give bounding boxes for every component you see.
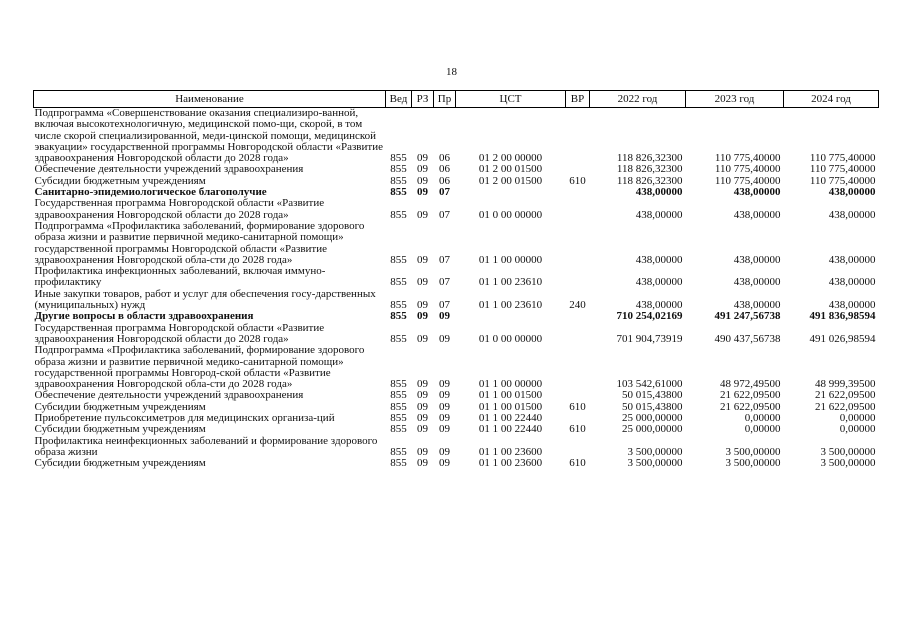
cell-pr: 09 bbox=[439, 423, 450, 436]
cell-2024: 0,00000 bbox=[839, 423, 876, 436]
cell-2022: 701 904,73919 bbox=[616, 332, 683, 345]
cell-name: Субсидии бюджетным учреждениям bbox=[34, 457, 206, 470]
cell-2022: 25 000,00000 bbox=[622, 412, 683, 425]
cell-pr: 09 bbox=[439, 332, 450, 345]
cell-cst: 01 2 00 00000 bbox=[478, 152, 543, 165]
header-2024: 2024 год bbox=[784, 91, 879, 108]
header-vr: ВР bbox=[566, 91, 590, 108]
header-name: Наименование bbox=[34, 91, 386, 108]
cell-2024: 110 775,40000 bbox=[809, 174, 876, 187]
cell-vr: 610 bbox=[569, 423, 586, 436]
cell-2022: 118 826,32300 bbox=[616, 152, 683, 165]
cell-2022: 438,00000 bbox=[635, 253, 683, 266]
cell-cst: 01 1 00 01500 bbox=[478, 400, 543, 413]
cell-pr: 07 bbox=[439, 253, 450, 266]
cell-pr: 06 bbox=[439, 163, 450, 176]
cell-2023: 110 775,40000 bbox=[714, 163, 781, 176]
cell-2024: 438,00000 bbox=[828, 186, 876, 199]
cell-vr bbox=[566, 266, 590, 289]
cell-2024: 491 026,98594 bbox=[809, 332, 876, 345]
cell-pr: 09 bbox=[439, 400, 450, 413]
cell-2023: 438,00000 bbox=[733, 186, 781, 199]
cell-vr bbox=[566, 323, 590, 346]
cell-2024: 0,00000 bbox=[839, 412, 876, 425]
cell-2023: 438,00000 bbox=[733, 208, 781, 221]
table-body bbox=[34, 108, 879, 470]
header-2022: 2022 год bbox=[590, 91, 686, 108]
cell-ved: 855 bbox=[390, 208, 407, 221]
cell-2024: 3 500,00000 bbox=[820, 457, 876, 470]
table-row bbox=[34, 198, 879, 221]
cell-ved: 855 bbox=[390, 253, 407, 266]
cell-ved: 855 bbox=[390, 400, 407, 413]
cell-vr bbox=[566, 221, 590, 266]
cell-cst: 01 1 00 23610 bbox=[478, 276, 543, 289]
cell-2022: 438,00000 bbox=[635, 186, 683, 199]
cell-cst: 01 1 00 22440 bbox=[478, 423, 543, 436]
cell-2023: 438,00000 bbox=[733, 276, 781, 289]
cell-pr: 09 bbox=[439, 310, 450, 323]
cell-2022: 50 015,43800 bbox=[622, 389, 683, 402]
cell-name: Санитарно-эпидемиологическое благополучие bbox=[34, 186, 267, 199]
table-header-row bbox=[34, 91, 879, 108]
cell-name: Государственная программа Новгородской области «Развитие здравоохранения Новгородской области до 2028 года» bbox=[34, 321, 325, 345]
cell-2022: 438,00000 bbox=[635, 276, 683, 289]
cell-2024: 3 500,00000 bbox=[820, 445, 876, 458]
cell-vr: 610 bbox=[569, 174, 586, 187]
cell-rz: 09 bbox=[417, 378, 428, 391]
cell-ved: 855 bbox=[390, 445, 407, 458]
cell-pr: 07 bbox=[439, 208, 450, 221]
cell-cst bbox=[456, 311, 566, 322]
cell-rz: 09 bbox=[417, 186, 428, 199]
cell-rz: 09 bbox=[417, 152, 428, 165]
cell-rz: 09 bbox=[417, 163, 428, 176]
table-row bbox=[34, 289, 879, 312]
cell-vr: 240 bbox=[569, 299, 586, 312]
budget-table bbox=[33, 90, 879, 470]
cell-2024: 438,00000 bbox=[828, 276, 876, 289]
cell-cst: 01 1 00 00000 bbox=[478, 253, 543, 266]
cell-rz: 09 bbox=[417, 310, 428, 323]
cell-2022: 50 015,43800 bbox=[622, 400, 683, 413]
cell-name: Подпрограмма «Профилактика заболеваний, формирование здорового образа жизни и развитие первичной медико-санитарной помощи» государственной программы Новгородской области «Развитие здравоохранения Новгородской обла-сти до 2028 года» bbox=[34, 219, 365, 266]
cell-name: Обеспечение деятельности учреждений здравоохранения bbox=[34, 389, 304, 402]
cell-vr bbox=[566, 187, 590, 198]
cell-cst: 01 1 00 23600 bbox=[478, 445, 543, 458]
cell-2023: 0,00000 bbox=[744, 423, 781, 436]
header-cst: ЦСТ bbox=[456, 91, 566, 108]
cell-2024: 491 836,98594 bbox=[809, 310, 876, 323]
cell-ved: 855 bbox=[390, 186, 407, 199]
table-row bbox=[34, 221, 879, 266]
table-row bbox=[34, 424, 879, 435]
cell-2023: 110 775,40000 bbox=[714, 174, 781, 187]
cell-2024: 110 775,40000 bbox=[809, 163, 876, 176]
cell-pr: 09 bbox=[439, 389, 450, 402]
cell-pr: 09 bbox=[439, 412, 450, 425]
cell-cst bbox=[456, 187, 566, 198]
cell-2023: 438,00000 bbox=[733, 299, 781, 312]
header-ved: Вед bbox=[386, 91, 412, 108]
cell-rz: 09 bbox=[417, 208, 428, 221]
cell-cst: 01 1 00 01500 bbox=[478, 389, 543, 402]
table-row bbox=[34, 266, 879, 289]
cell-vr bbox=[566, 345, 590, 390]
cell-2024: 438,00000 bbox=[828, 299, 876, 312]
cell-2024: 21 622,09500 bbox=[815, 400, 876, 413]
cell-ved: 855 bbox=[390, 389, 407, 402]
cell-cst: 01 2 00 01500 bbox=[478, 163, 543, 176]
cell-ved: 855 bbox=[390, 174, 407, 187]
cell-pr: 06 bbox=[439, 152, 450, 165]
cell-2023: 0,00000 bbox=[744, 412, 781, 425]
cell-2023: 3 500,00000 bbox=[725, 445, 781, 458]
cell-ved: 855 bbox=[390, 163, 407, 176]
table-row bbox=[34, 323, 879, 346]
cell-2023: 491 247,56738 bbox=[714, 310, 781, 323]
cell-name: Государственная программа Новгородской области «Развитие здравоохранения Новгородской области до 2028 года» bbox=[34, 197, 325, 221]
cell-rz: 09 bbox=[417, 457, 428, 470]
cell-cst: 01 0 00 00000 bbox=[478, 208, 543, 221]
cell-name: Профилактика неинфекционных заболеваний и формирование здорового образа жизни bbox=[34, 434, 378, 458]
cell-2022: 3 500,00000 bbox=[627, 457, 683, 470]
cell-name: Иные закупки товаров, работ и услуг для обеспечения госу-дарственных (муниципальных) нужд bbox=[34, 287, 376, 312]
cell-rz: 09 bbox=[417, 423, 428, 436]
cell-2024: 110 775,40000 bbox=[809, 152, 876, 165]
cell-ved: 855 bbox=[390, 299, 407, 312]
cell-cst: 01 0 00 00000 bbox=[478, 332, 543, 345]
cell-vr bbox=[566, 311, 590, 322]
table-row bbox=[34, 458, 879, 469]
cell-cst: 01 1 00 22440 bbox=[478, 412, 543, 425]
cell-vr bbox=[566, 198, 590, 221]
page-number: 18 bbox=[446, 66, 457, 78]
cell-2023: 21 622,09500 bbox=[720, 400, 781, 413]
cell-pr: 07 bbox=[439, 276, 450, 289]
cell-vr: 610 bbox=[569, 457, 586, 470]
cell-rz: 09 bbox=[417, 400, 428, 413]
cell-rz: 09 bbox=[417, 445, 428, 458]
cell-vr: 610 bbox=[569, 400, 586, 413]
cell-2024: 21 622,09500 bbox=[815, 389, 876, 402]
cell-name: Субсидии бюджетным учреждениям bbox=[34, 400, 206, 413]
cell-cst: 01 1 00 00000 bbox=[478, 378, 543, 391]
cell-2022: 710 254,02169 bbox=[616, 310, 683, 323]
cell-cst: 01 1 00 23600 bbox=[478, 457, 543, 470]
cell-2022: 438,00000 bbox=[635, 208, 683, 221]
cell-2022: 25 000,00000 bbox=[622, 423, 683, 436]
cell-2023: 21 622,09500 bbox=[720, 389, 781, 402]
cell-pr: 06 bbox=[439, 174, 450, 187]
cell-cst: 01 1 00 23610 bbox=[478, 299, 543, 312]
cell-rz: 09 bbox=[417, 332, 428, 345]
cell-2022: 103 542,61000 bbox=[616, 378, 683, 391]
cell-cst: 01 2 00 01500 bbox=[478, 174, 543, 187]
cell-name: Субсидии бюджетным учреждениям bbox=[34, 174, 206, 187]
cell-ved: 855 bbox=[390, 332, 407, 345]
cell-vr bbox=[566, 436, 590, 459]
cell-pr: 07 bbox=[439, 186, 450, 199]
cell-2023: 3 500,00000 bbox=[725, 457, 781, 470]
cell-2022: 3 500,00000 bbox=[627, 445, 683, 458]
cell-ved: 855 bbox=[390, 310, 407, 323]
header-2023: 2023 год bbox=[686, 91, 784, 108]
cell-pr: 09 bbox=[439, 445, 450, 458]
cell-rz: 09 bbox=[417, 276, 428, 289]
cell-pr: 09 bbox=[439, 378, 450, 391]
cell-ved: 855 bbox=[390, 412, 407, 425]
header-rz: РЗ bbox=[412, 91, 434, 108]
cell-2022: 118 826,32300 bbox=[616, 163, 683, 176]
cell-name: Субсидии бюджетным учреждениям bbox=[34, 423, 206, 436]
table-row bbox=[34, 436, 879, 459]
cell-rz: 09 bbox=[417, 253, 428, 266]
header-pr: Пр bbox=[434, 91, 456, 108]
table-row bbox=[34, 345, 879, 390]
cell-rz: 09 bbox=[417, 389, 428, 402]
cell-pr: 07 bbox=[439, 299, 450, 312]
cell-rz: 09 bbox=[417, 174, 428, 187]
cell-ved: 855 bbox=[390, 276, 407, 289]
cell-2024: 438,00000 bbox=[828, 208, 876, 221]
cell-name: Другие вопросы в области здравоохранения bbox=[34, 310, 254, 323]
cell-2023: 438,00000 bbox=[733, 253, 781, 266]
cell-name: Профилактика инфекционных заболеваний, включая иммуно-профилактику bbox=[34, 265, 326, 289]
cell-ved: 855 bbox=[390, 152, 407, 165]
cell-2022: 118 826,32300 bbox=[616, 174, 683, 187]
cell-2022: 438,00000 bbox=[635, 299, 683, 312]
cell-name: Подпрограмма «Совершенствование оказания специализиро-ванной, включая высокотехнологичную, медицинской помо-щи, скорой, в том числе скорой специализированной, меди-цинской помощи, медицинской эвакуации» государственной программы Новгородской области «Развитие здравоохранения Новгородской области до 2028 года» bbox=[34, 107, 383, 165]
cell-ved: 855 bbox=[390, 423, 407, 436]
cell-rz: 09 bbox=[417, 299, 428, 312]
cell-rz: 09 bbox=[417, 412, 428, 425]
cell-name: Приобретение пульсоксиметров для медицинских организа-ций bbox=[34, 412, 335, 425]
cell-2023: 48 972,49500 bbox=[720, 378, 781, 391]
cell-2023: 490 437,56738 bbox=[714, 332, 781, 345]
cell-name: Подпрограмма «Профилактика заболеваний, формирование здорового образа жизни и развитие первичной медико-санитарной помощи» государственной программы Новгород-ской области «Развитие здравоохранения Новгородской обла-сти до 2028 года» bbox=[34, 344, 365, 391]
table-row bbox=[34, 311, 879, 322]
cell-ved: 855 bbox=[390, 378, 407, 391]
cell-2024: 48 999,39500 bbox=[815, 378, 876, 391]
cell-vr bbox=[566, 108, 590, 165]
cell-2023: 110 775,40000 bbox=[714, 152, 781, 165]
table-row bbox=[34, 108, 879, 165]
cell-name: Обеспечение деятельности учреждений здравоохранения bbox=[34, 163, 304, 176]
cell-2024: 438,00000 bbox=[828, 253, 876, 266]
cell-ved: 855 bbox=[390, 457, 407, 470]
cell-pr: 09 bbox=[439, 457, 450, 470]
